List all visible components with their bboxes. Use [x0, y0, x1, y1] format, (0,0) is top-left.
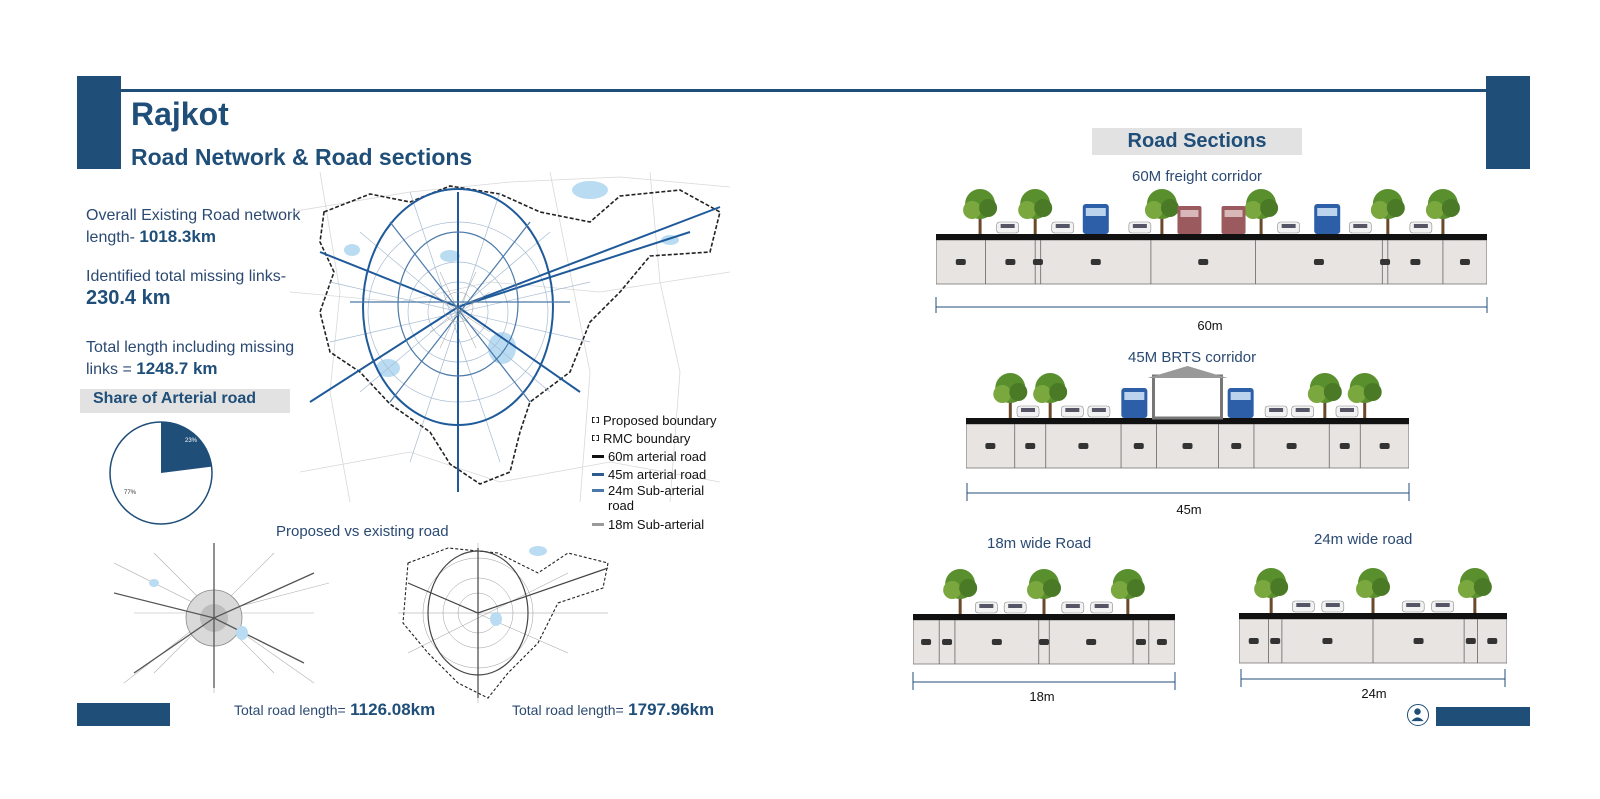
- section-45m-dim-label: 45m: [1176, 502, 1202, 517]
- header-corner-right: [1486, 76, 1530, 169]
- existing-length: [234, 700, 435, 720]
- legend-item-label: RMC boundary: [603, 431, 691, 446]
- legend-box-icon: [592, 435, 599, 441]
- proposed-length: [512, 700, 714, 720]
- legend-item-label: 18m Sub-arterial: [608, 517, 705, 532]
- legend-line-icon: [592, 455, 604, 458]
- page-title: Rajkot: [131, 96, 229, 132]
- stat-total: [86, 337, 308, 380]
- stat-existing-label: Overall Existing Road network length-: [86, 207, 301, 246]
- header-rule: [121, 89, 1486, 92]
- section-60m-dim-label: 60m: [1197, 318, 1223, 333]
- existing-length-label: Total road length=: [234, 702, 346, 718]
- legend-item-label: 60m arterial road: [608, 449, 707, 464]
- stat-missing-value: 230.4 km: [86, 287, 171, 309]
- legend-line-icon: [592, 473, 604, 476]
- section-60m-drawing: [936, 186, 1487, 286]
- footer-bar-left: [77, 703, 170, 726]
- legend-item-label: 24m Sub-arterial road: [608, 483, 705, 513]
- pie-other-label: 77%: [124, 490, 137, 496]
- section-45m-drawing: [966, 366, 1409, 470]
- section-60m-title: 60M freight corridor: [1132, 168, 1263, 185]
- legend-item: [592, 431, 690, 446]
- legend-item: [592, 467, 706, 482]
- legend-line-icon: [592, 523, 604, 526]
- sections-title: Road Sections: [1127, 130, 1267, 152]
- section-45m-title: 45M BRTS corridor: [1128, 349, 1257, 366]
- pie-arterial-slice: [161, 422, 212, 473]
- section-18m-drawing: [913, 560, 1175, 666]
- stat-missing-label: Identified total missing links-: [86, 268, 287, 285]
- legend-item: [592, 449, 706, 464]
- footer-bar-right: [1436, 707, 1530, 726]
- proposed-length-label: Total road length=: [512, 702, 624, 718]
- share-title: Share of Arterial road: [93, 390, 257, 407]
- user-icon: [1407, 704, 1429, 726]
- section-24m-title: 24m wide road: [1314, 531, 1413, 548]
- comparison-title: Proposed vs existing road: [276, 523, 449, 540]
- arterial-share-pie: [108, 420, 214, 526]
- user-glyph-icon: [1408, 705, 1427, 724]
- proposed-length-value: 1797.96km: [628, 700, 715, 719]
- legend-item-label: Proposed boundary: [603, 413, 717, 428]
- legend-item: [592, 517, 704, 532]
- legend-item: [592, 413, 716, 428]
- header-corner-left: [77, 76, 121, 169]
- stat-existing: [86, 205, 306, 248]
- section-24m-dim-label: 24m: [1361, 686, 1387, 701]
- existing-road-map: [114, 543, 329, 693]
- section-24m-drawing: [1239, 550, 1507, 665]
- legend-line-icon: [592, 489, 604, 492]
- legend-box-icon: [592, 417, 599, 423]
- section-18m-title: 18m wide Road: [987, 535, 1092, 552]
- page-subtitle: Road Network & Road sections: [131, 144, 473, 170]
- existing-length-value: 1126.08km: [350, 700, 436, 719]
- stat-total-value: 1248.7 km: [136, 359, 218, 378]
- stat-total-label: Total length including missing links =: [86, 339, 295, 378]
- legend-item-label: 45m arterial road: [608, 467, 707, 482]
- pie-arterial-label: 23%: [185, 438, 198, 444]
- legend-item: [592, 483, 707, 513]
- proposed-road-map: [388, 543, 623, 703]
- stat-existing-value: 1018.3km: [139, 227, 216, 246]
- section-45m-dimension-line: [965, 483, 1411, 503]
- section-18m-dim-label: 18m: [1029, 689, 1055, 704]
- section-60m-dimension-line: [934, 293, 1489, 313]
